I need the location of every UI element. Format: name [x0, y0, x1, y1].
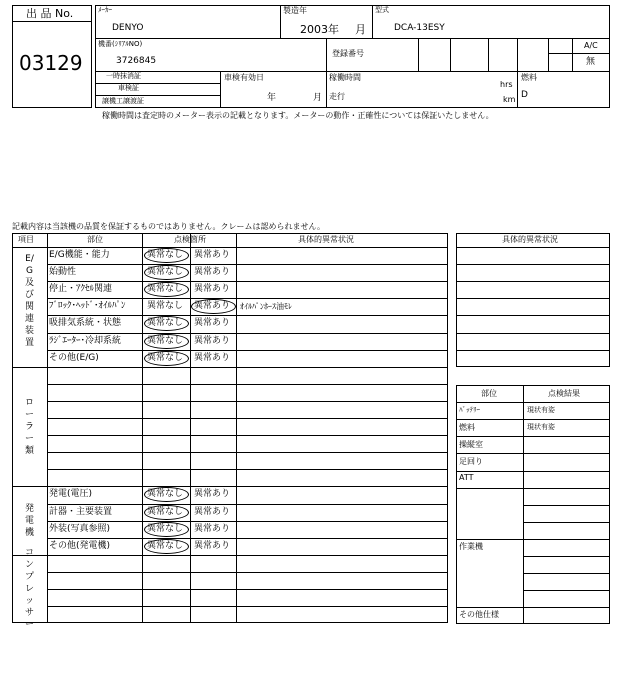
row-part: 停止・ｱｸｾﾙ関連: [49, 284, 113, 295]
opt-ok: 異常なし: [147, 335, 184, 346]
opt-ok: 異常なし: [147, 250, 184, 260]
rt-title: 具体的異常状況: [502, 235, 558, 244]
rb-cab: 操縦室: [459, 440, 483, 450]
lot-label: 出 品 No.: [26, 7, 74, 20]
rb-col-result: 点検結果: [548, 389, 580, 398]
section-label: コンプレッサー: [24, 548, 34, 630]
opt-ok: 異常なし: [147, 489, 184, 500]
lot-number: 03129: [19, 51, 83, 75]
cert-3: 譲機工譲渡証: [102, 97, 144, 105]
hours-unit: hrs: [500, 80, 513, 89]
opt-ng: 異常あり: [194, 301, 231, 312]
travel-label: 走行: [329, 92, 345, 101]
row-part: 計器・主要装置: [49, 506, 113, 517]
rb-row-rule: [456, 607, 610, 608]
year-value: 2003: [300, 23, 328, 36]
rb-sub-rule: [523, 522, 610, 523]
cert-1: 一時抹消証: [106, 72, 141, 80]
col-detail-header: 具体的異常状況: [298, 235, 354, 244]
insp-month-unit: 月: [313, 93, 323, 103]
hours-label: 稼働時間: [329, 73, 361, 82]
col-check-header: 点検箇所: [174, 235, 206, 244]
opt-ok: 異常なし: [147, 540, 184, 551]
ac-label: A/C: [584, 41, 598, 50]
year-label: 製造年: [283, 6, 307, 15]
opt-ng: 異常あり: [194, 267, 231, 278]
maker-label: ﾒｰｶｰ: [98, 6, 112, 14]
row-part: E/G機能・能力: [49, 250, 110, 260]
rb-att: ATT: [459, 472, 474, 482]
rb-fuel: 燃料: [459, 423, 475, 433]
rb-row-rule: [456, 419, 610, 420]
rb-row-rule: [456, 539, 610, 540]
row-detail: ｵｲﾙﾊﾟﾝﾎｰｽ油ﾓﾚ: [240, 302, 292, 312]
opt-ng: 異常あり: [194, 250, 231, 260]
model-value: DCA-13ESY: [394, 23, 445, 33]
opt-ng: 異常あり: [194, 506, 231, 517]
col-item-header: 項目: [18, 235, 34, 244]
opt-ok: 異常なし: [147, 318, 184, 329]
opt-ng: 異常あり: [194, 352, 231, 363]
opt-ok: 異常なし: [147, 284, 184, 295]
row-part: ﾗｼﾞｴｰﾀｰ･冷却系統: [49, 335, 122, 346]
meter-note: 稼働時間は査定時のメーター表示の記載となります。メーターの動作・正確性については保証いたしません。: [102, 111, 494, 120]
row-part: 発電(電圧): [49, 489, 93, 500]
row-part: その他(E/G): [49, 352, 99, 363]
rb-work: 作業機: [459, 541, 483, 551]
col-part-header: 部位: [87, 235, 103, 244]
opt-ng: 異常あり: [194, 335, 231, 346]
rb-row-rule: [456, 402, 610, 403]
rb-row-rule: [456, 471, 610, 472]
rb-fuel-result: 現状有姿: [527, 423, 555, 432]
rb-sub-rule: [523, 505, 610, 506]
opt-ng: 異常あり: [194, 284, 231, 295]
rb-battery-result: 現状有姿: [527, 406, 555, 415]
cert-2: 車検証: [118, 84, 139, 92]
opt-ng: 異常あり: [194, 489, 231, 500]
section-label: 発電機: [24, 503, 34, 538]
rb-undercarriage: 足回り: [459, 457, 483, 467]
rb-row-rule: [456, 488, 610, 489]
row-part: ﾌﾞﾛｯｸ･ﾍｯﾄﾞ･ｵｲﾙﾊﾟﾝ: [49, 301, 126, 312]
opt-ok: 異常なし: [147, 301, 184, 312]
ac-value: 無: [586, 57, 596, 67]
opt-ok: 異常なし: [147, 506, 184, 517]
rb-row-rule: [456, 453, 610, 454]
rb-battery: ﾊﾞｯﾃﾘｰ: [459, 406, 480, 415]
year-unit: 年: [328, 23, 339, 36]
rb-sub-rule: [523, 556, 610, 557]
section-label: ローラー類: [24, 397, 34, 456]
model-label: 型式: [375, 6, 389, 14]
disclaimer: 記載内容は当該機の品質を保証するものではありません。クレームは認められません。: [12, 222, 325, 231]
opt-ok: 異常なし: [147, 523, 184, 534]
reg-label: 登録番号: [332, 49, 364, 58]
opt-ok: 異常なし: [147, 352, 184, 363]
row-part: 吸排気系統・状態: [49, 318, 122, 329]
opt-ok: 異常なし: [147, 267, 184, 278]
fuel-value: D: [521, 90, 528, 100]
opt-ng: 異常あり: [194, 523, 231, 534]
inspection-label: 車検有効日: [224, 73, 264, 82]
km-unit: km: [503, 95, 516, 104]
serial-label: 機番(ｼﾘｱﾙNO): [98, 40, 143, 48]
opt-ng: 異常あり: [194, 318, 231, 329]
rb-col-part: 部位: [481, 389, 497, 398]
month-unit: 月: [355, 23, 366, 36]
rb-sub-rule: [523, 573, 610, 574]
serial-value: 3726845: [116, 56, 157, 66]
rb-other: その他仕様: [459, 610, 499, 620]
row-part: 外装(写真参照): [49, 523, 111, 534]
rb-row-rule: [456, 436, 610, 437]
opt-ng: 異常あり: [194, 540, 231, 551]
rb-sub-rule: [523, 590, 610, 591]
row-part: その他(発電機): [49, 540, 111, 551]
maker-value: DENYO: [112, 23, 144, 33]
section-label: E/G及び関連装置: [24, 253, 34, 348]
row-part: 始動性: [49, 267, 77, 278]
fuel-label: 燃料: [521, 73, 537, 82]
insp-year-unit: 年: [267, 93, 277, 103]
